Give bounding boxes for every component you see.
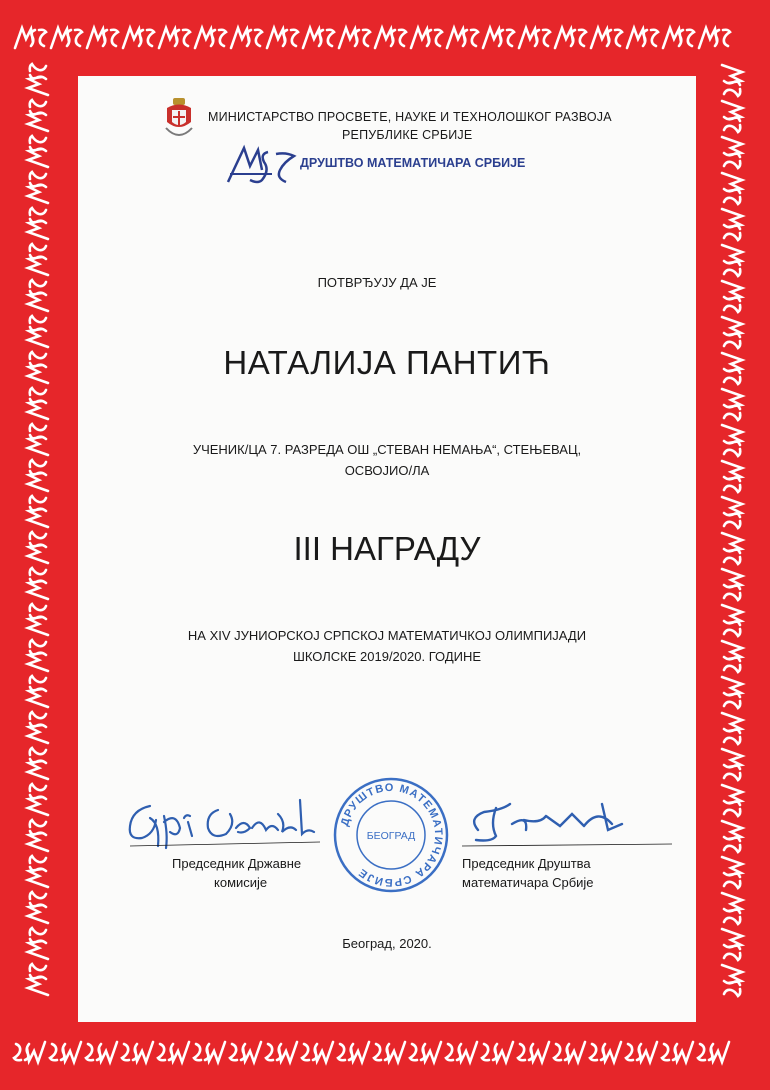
border-motif bbox=[627, 28, 658, 48]
border-motif bbox=[302, 1042, 333, 1062]
border-motif bbox=[722, 605, 742, 636]
border-motif bbox=[722, 497, 742, 528]
border-motif bbox=[51, 28, 82, 48]
border-motif bbox=[483, 28, 514, 48]
border-motif bbox=[722, 965, 742, 996]
stamp-city: БЕОГРАД bbox=[366, 830, 416, 842]
border-motif bbox=[722, 641, 742, 672]
border-motif bbox=[28, 568, 48, 599]
border-motif bbox=[28, 64, 48, 95]
left-signer-title-1: Председник Државне bbox=[172, 856, 302, 871]
border-motif bbox=[28, 640, 48, 671]
border-motif bbox=[28, 820, 48, 851]
border-motif bbox=[590, 1042, 621, 1062]
border-motif bbox=[662, 1042, 693, 1062]
border-motif bbox=[266, 1042, 297, 1062]
border-motif bbox=[698, 1042, 729, 1062]
border-motif bbox=[722, 173, 742, 204]
border-motif bbox=[722, 353, 742, 384]
event-line-1: НА XIV ЈУНИОРСКОЈ СРПСКОЈ МАТЕМАТИЧКОЈ ОЛИМПИЈАДИ bbox=[187, 628, 587, 643]
confirm-text: ПОТВРЂУЈУ ДА ЈЕ bbox=[317, 275, 437, 290]
border-motif bbox=[338, 1042, 369, 1062]
border-motif bbox=[722, 893, 742, 924]
award-title: III НАГРАДУ bbox=[293, 530, 481, 567]
border-motif bbox=[28, 964, 48, 995]
border-motif bbox=[722, 821, 742, 852]
border-motif bbox=[50, 1042, 81, 1062]
border-motif bbox=[519, 28, 550, 48]
border-motif bbox=[28, 892, 48, 923]
border-motif bbox=[122, 1042, 153, 1062]
border-motif bbox=[28, 460, 48, 491]
border-motif bbox=[663, 28, 694, 48]
left-signer-title-2: комисије bbox=[214, 875, 268, 890]
border-motif bbox=[722, 281, 742, 312]
border-motif bbox=[446, 1042, 477, 1062]
left-signature bbox=[120, 788, 330, 854]
border-motif bbox=[722, 245, 742, 276]
border-motif bbox=[195, 28, 226, 48]
border-motif bbox=[722, 929, 742, 960]
border-motif bbox=[15, 28, 46, 48]
border-motif bbox=[28, 172, 48, 203]
border-motif bbox=[722, 713, 742, 744]
border-motif bbox=[28, 712, 48, 743]
border-motif bbox=[28, 928, 48, 959]
border-motif bbox=[267, 28, 298, 48]
border-motif bbox=[28, 676, 48, 707]
stamp-outer-text: ДРУШТВО МАТЕМАТИЧАРА СРБИЈЕ bbox=[338, 781, 445, 889]
border-motif bbox=[722, 137, 742, 168]
event-line-2: ШКОЛСКЕ 2019/2020. ГОДИНЕ bbox=[292, 649, 482, 664]
border-motif bbox=[722, 101, 742, 132]
border-motif bbox=[28, 532, 48, 563]
border-motif bbox=[374, 1042, 405, 1062]
border-motif bbox=[722, 65, 742, 96]
border-motif bbox=[87, 28, 118, 48]
border-motif bbox=[28, 748, 48, 779]
ministry-line-1: МИНИСТАРСТВО ПРОСВЕТЕ, НАУКЕ И ТЕХНОЛОШКОГ РАЗВОЈА bbox=[208, 110, 612, 124]
recipient-name: НАТАЛИЈА ПАНТИЋ bbox=[223, 344, 551, 381]
border-motif bbox=[28, 352, 48, 383]
border-motif bbox=[28, 856, 48, 887]
border-motif bbox=[447, 28, 478, 48]
society-name: ДРУШТВО МАТЕМАТИЧАРА СРБИЈЕ bbox=[300, 156, 526, 170]
border-motif bbox=[28, 388, 48, 419]
border-motif bbox=[699, 28, 730, 48]
certificate-body bbox=[78, 76, 696, 1022]
border-motif bbox=[626, 1042, 657, 1062]
right-signer-title-1: Председник Друштва bbox=[462, 856, 591, 871]
border-motif bbox=[28, 280, 48, 311]
place-date: Београд, 2020. bbox=[342, 936, 432, 951]
border-motif bbox=[555, 28, 586, 48]
border-motif bbox=[28, 100, 48, 131]
border-motif bbox=[339, 28, 370, 48]
border-motif bbox=[722, 749, 742, 780]
border-motif bbox=[159, 28, 190, 48]
right-signer-title-2: математичара Србије bbox=[462, 875, 594, 890]
border-motif bbox=[158, 1042, 189, 1062]
border-motif bbox=[482, 1042, 513, 1062]
border-motif bbox=[303, 28, 334, 48]
border-motif bbox=[28, 424, 48, 455]
border-motif bbox=[28, 496, 48, 527]
border-motif bbox=[722, 785, 742, 816]
border-motif bbox=[375, 28, 406, 48]
student-line-2: ОСВОЈИО/ЛА bbox=[344, 463, 430, 478]
right-signature bbox=[462, 790, 674, 854]
border-motif bbox=[411, 28, 442, 48]
border-motif bbox=[28, 784, 48, 815]
border-motif bbox=[722, 569, 742, 600]
border-motif bbox=[410, 1042, 441, 1062]
border-motif bbox=[28, 136, 48, 167]
dms-logo-icon bbox=[224, 144, 302, 188]
official-stamp bbox=[332, 776, 450, 894]
ministry-line-2: РЕПУБЛИКЕ СРБИЈЕ bbox=[342, 128, 473, 142]
border-motif bbox=[28, 208, 48, 239]
border-motif bbox=[518, 1042, 549, 1062]
border-motif bbox=[14, 1042, 45, 1062]
border-motif bbox=[591, 28, 622, 48]
serbia-coat-of-arms-icon bbox=[164, 98, 194, 140]
border-motif bbox=[722, 425, 742, 456]
border-motif bbox=[28, 316, 48, 347]
border-motif bbox=[230, 1042, 261, 1062]
border-motif bbox=[86, 1042, 117, 1062]
border-motif bbox=[722, 317, 742, 348]
border-motif bbox=[722, 677, 742, 708]
border-motif bbox=[554, 1042, 585, 1062]
border-motif bbox=[722, 857, 742, 888]
border-motif bbox=[722, 461, 742, 492]
border-motif bbox=[722, 389, 742, 420]
border-motif bbox=[231, 28, 262, 48]
border-motif bbox=[28, 604, 48, 635]
border-motif bbox=[194, 1042, 225, 1062]
border-motif bbox=[28, 244, 48, 275]
border-motif bbox=[123, 28, 154, 48]
border-motif bbox=[722, 209, 742, 240]
border-motif bbox=[722, 533, 742, 564]
student-line-1: УЧЕНИК/ЦА 7. РАЗРЕДА ОШ „СТЕВАН НЕМАЊА“, СТЕЊЕВАЦ, bbox=[192, 442, 582, 457]
